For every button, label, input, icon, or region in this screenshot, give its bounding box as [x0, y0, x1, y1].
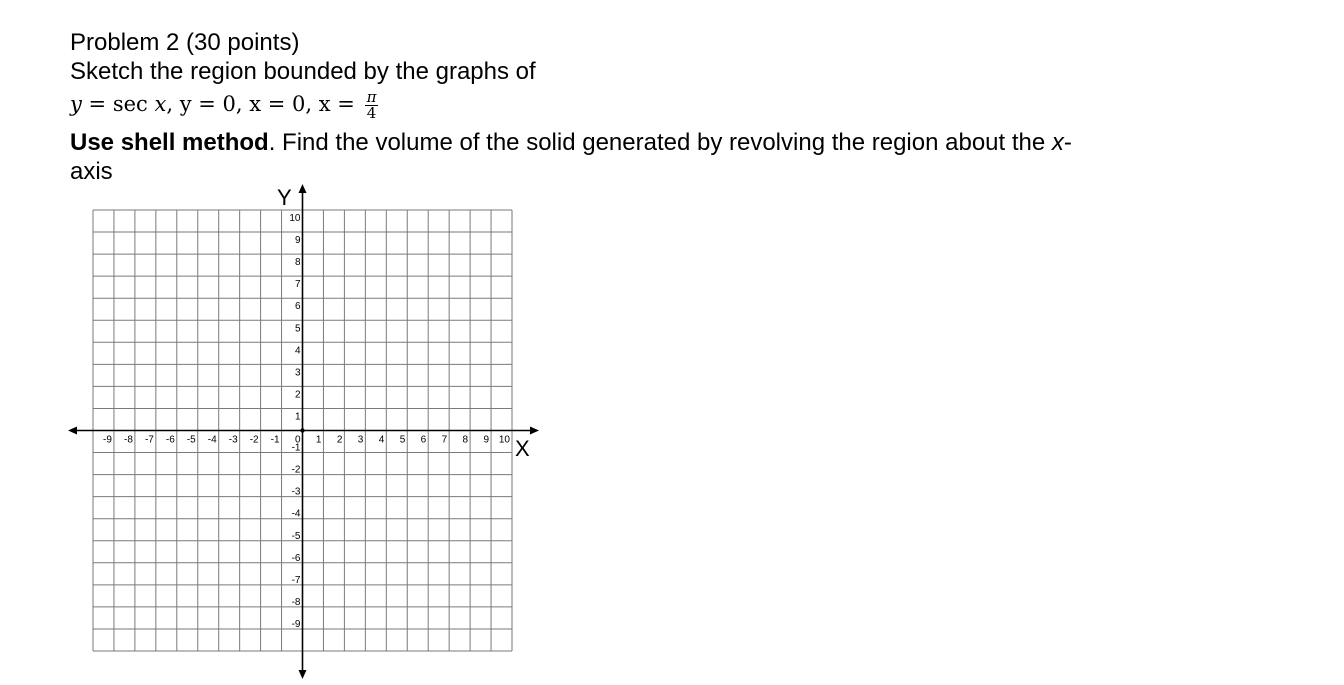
eq-x-zero: x = 0, [249, 92, 313, 116]
y-axis-label: Y [277, 185, 292, 210]
instruction-dash: - [1063, 129, 1072, 156]
x-tick-label: -8 [123, 434, 133, 446]
x-tick-label: 7 [441, 434, 448, 446]
eq-sec: sec [112, 92, 148, 116]
x-tick-label: -7 [144, 434, 154, 446]
y-tick-label: -6 [291, 552, 301, 564]
x-tick-label: 8 [462, 434, 469, 446]
x-tick-label: 0 [294, 434, 301, 446]
x-tick-label: -2 [249, 434, 259, 446]
instruction-bold: Use shell method [70, 129, 269, 156]
x-tick-label: -1 [270, 434, 280, 446]
problem-prompt: Sketch the region bounded by the graphs of [70, 58, 536, 85]
y-tick-label: 8 [294, 257, 301, 269]
problem-title: Problem 2 (30 points) [70, 29, 300, 56]
x-tick-label: -5 [186, 434, 196, 446]
instruction-axis-var: x [1051, 129, 1064, 156]
fraction-denominator: 4 [366, 104, 377, 122]
x-tick-label: 4 [378, 434, 385, 446]
instruction-tail: axis [70, 158, 113, 185]
x-axis-right-arrow-icon [530, 427, 539, 435]
y-tick-label: -2 [291, 464, 301, 476]
y-tick-label: -5 [291, 530, 301, 542]
x-tick-label: 5 [399, 434, 406, 446]
y-tick-label: 2 [294, 389, 301, 401]
y-tick-label: 1 [294, 411, 301, 423]
y-tick-label: 4 [294, 345, 301, 357]
x-tick-label: -3 [228, 434, 238, 446]
origin-point [300, 428, 304, 432]
y-tick-label: 9 [294, 235, 301, 247]
y-tick-label: -4 [291, 508, 301, 520]
y-tick-label: 10 [289, 213, 301, 224]
x-tick-label: -6 [165, 434, 175, 446]
x-tick-label: 1 [315, 434, 322, 446]
eq-y-zero: y = 0, [179, 92, 243, 116]
fraction-numerator: π [366, 88, 377, 106]
bounding-equations: y = sec x, y = 0, x = 0, x = $\frac{\pi}{4}$ [70, 88, 377, 122]
y-tick-label: -3 [291, 486, 301, 498]
eq-x-limit: x = [318, 92, 355, 116]
x-axis-label: X [515, 436, 530, 461]
y-tick-label: -9 [291, 618, 301, 630]
eq-sec-arg: x [154, 92, 167, 116]
y-axis-up-arrow-icon [299, 184, 307, 193]
y-tick-label: -1 [291, 442, 301, 454]
x-tick-label: -4 [207, 434, 217, 446]
x-tick-label: 10 [498, 434, 510, 446]
x-tick-label: 2 [336, 434, 343, 446]
y-tick-label: -7 [291, 574, 301, 586]
y-tick-label: 5 [294, 323, 301, 335]
x-tick-label: 9 [483, 434, 490, 446]
y-tick-label: -8 [291, 596, 301, 608]
eq-y-var: y [70, 92, 82, 116]
y-tick-label: 6 [294, 301, 301, 313]
y-tick-label: 3 [294, 367, 301, 379]
axes [68, 184, 539, 679]
x-tick-label: -9 [103, 434, 112, 446]
x-tick-label: 6 [420, 434, 427, 446]
y-tick-label: 7 [294, 279, 301, 291]
y-axis-down-arrow-icon [299, 670, 307, 679]
instruction-text: . Find the volume of the solid generated by revolving the region about the [268, 129, 1052, 156]
x-axis-left-arrow-icon [68, 427, 77, 435]
x-tick-label: 3 [357, 434, 364, 446]
